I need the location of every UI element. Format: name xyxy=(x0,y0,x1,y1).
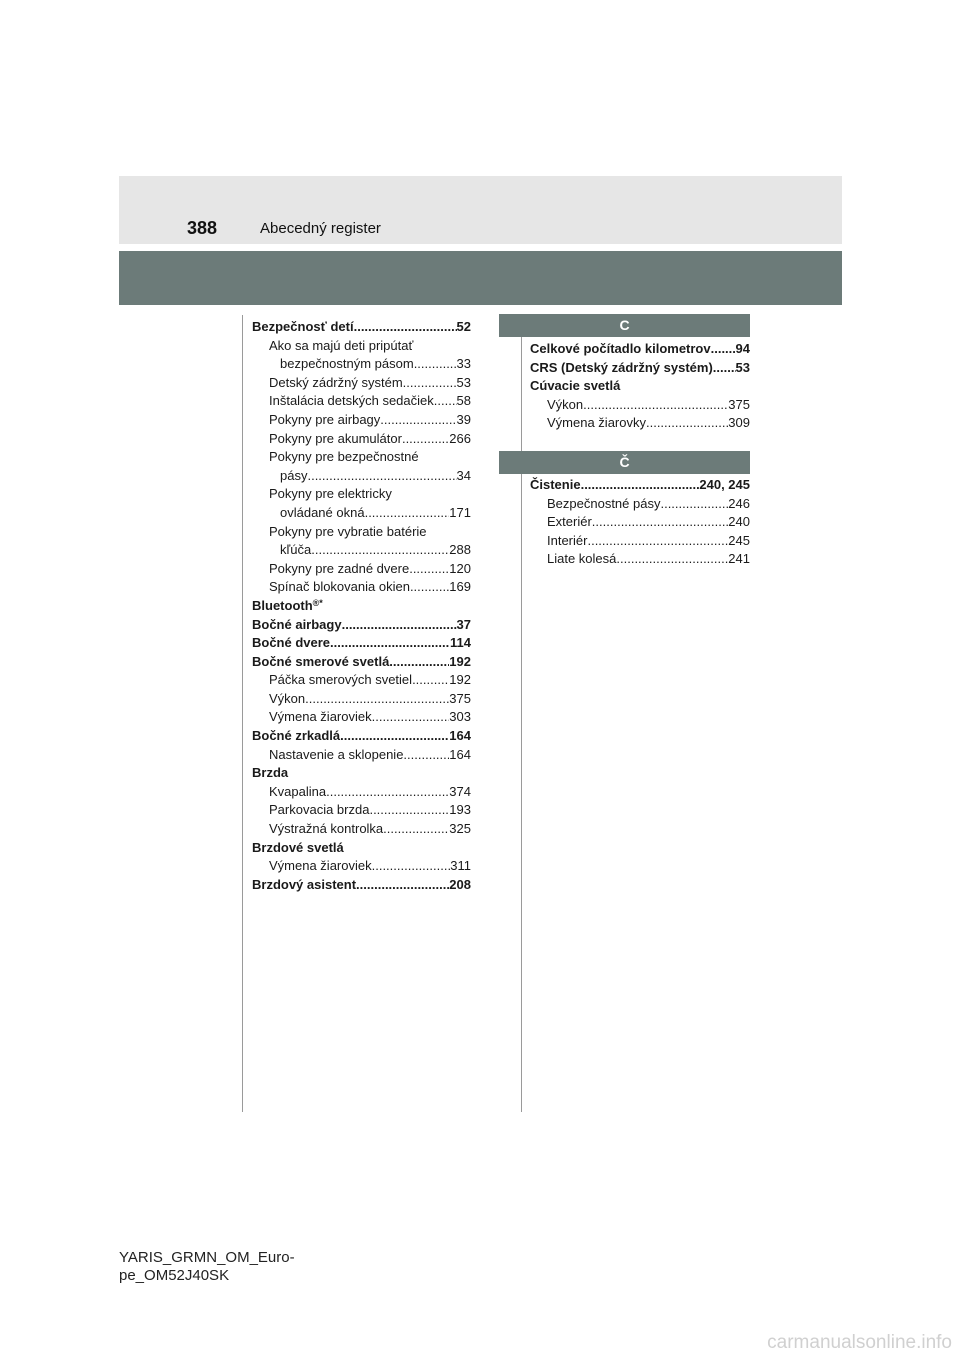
entry-page: 34 xyxy=(456,467,471,483)
index-entry xyxy=(252,392,471,411)
index-entry xyxy=(252,355,471,374)
entry-term: Inštalácia detských sedačiek xyxy=(269,393,434,409)
footer-doc-id xyxy=(119,1249,295,1285)
entry-term: Liate kolesá xyxy=(547,551,617,567)
page-title: Abecedný register xyxy=(260,220,381,237)
entry-page: 192 xyxy=(449,653,471,669)
index-entry xyxy=(252,690,471,709)
entry-term: Bočné dvere xyxy=(252,635,331,651)
entry-page: 39 xyxy=(456,411,471,427)
header-dark-band xyxy=(119,251,842,305)
entry-page: 240 xyxy=(728,514,750,530)
entry-page: 164 xyxy=(449,728,471,744)
entry-page: 375 xyxy=(449,690,471,706)
entry-page: 164 xyxy=(449,746,471,762)
index-entry xyxy=(252,857,471,876)
entry-page: 375 xyxy=(728,396,750,412)
entry-page: 192 xyxy=(449,672,471,688)
entry-term: Brzdový asistent xyxy=(252,876,357,892)
leader-dots xyxy=(713,359,736,378)
entry-term: Páčka smerových svetiel xyxy=(269,672,413,688)
leader-dots xyxy=(403,746,449,765)
index-column-left xyxy=(252,318,471,894)
entry-term: CRS (Detský zádržný systém) xyxy=(530,359,713,375)
entry-term: Parkovacia brzda xyxy=(269,802,370,818)
leader-dots xyxy=(330,634,450,653)
entry-term: Interiér xyxy=(547,532,588,548)
index-entry xyxy=(530,340,750,359)
leader-dots xyxy=(380,411,456,430)
entry-page: 208 xyxy=(449,876,471,892)
entry-term: Čistenie xyxy=(530,477,581,492)
entry-page: 311 xyxy=(450,858,471,874)
leader-dots xyxy=(581,476,700,495)
index-entry xyxy=(252,374,471,393)
leader-dots xyxy=(434,392,457,411)
entry-term: Nastavenie a sklopenie xyxy=(269,746,404,762)
entry-term: Výkon xyxy=(269,690,306,706)
leader-dots xyxy=(587,532,728,551)
index-entry xyxy=(252,764,471,783)
entry-term: Pokyny pre zadné dvere xyxy=(269,560,410,576)
leader-dots xyxy=(616,550,728,569)
entry-term: Výkon xyxy=(547,396,584,412)
index-entry xyxy=(252,485,471,504)
index-section-c xyxy=(530,340,750,433)
index-entry xyxy=(252,746,471,765)
index-entry xyxy=(252,653,471,672)
index-entry xyxy=(252,318,471,337)
leader-dots xyxy=(372,857,451,876)
entry-term: Pokyny pre bezpečnostné xyxy=(269,449,419,465)
leader-dots xyxy=(410,578,449,597)
entry-term: Pokyny pre vybratie batérie xyxy=(269,523,427,539)
entry-term: Pokyny pre elektricky xyxy=(269,486,392,502)
leader-dots xyxy=(409,560,449,579)
entry-term: Brzdové svetlá xyxy=(252,839,344,855)
entry-page: 114 xyxy=(450,635,471,651)
entry-term: Bezpečnosť detí xyxy=(252,319,354,334)
entry-page: 241 xyxy=(728,551,750,567)
leader-dots xyxy=(711,340,736,359)
index-entry xyxy=(252,839,471,858)
entry-page: 120 xyxy=(449,560,471,576)
leader-dots xyxy=(402,430,449,449)
entry-term: Výmena žiaroviek xyxy=(269,709,372,725)
entry-term: Ako sa majú deti pripútať xyxy=(269,337,414,353)
section-header-c: C xyxy=(499,314,750,337)
entry-term: Výstražná kontrolka xyxy=(269,821,384,837)
entry-term: Pokyny pre akumulátor xyxy=(269,430,402,446)
entry-page: 245 xyxy=(728,532,750,548)
entry-page: 58 xyxy=(456,393,471,409)
index-entry xyxy=(530,476,750,495)
index-entry xyxy=(252,523,471,542)
column-divider-right xyxy=(521,315,522,1112)
index-entry xyxy=(252,708,471,727)
header-band xyxy=(119,176,842,244)
index-entry xyxy=(530,532,750,551)
entry-superscript: ®* xyxy=(312,597,323,608)
leader-dots xyxy=(592,513,729,532)
entry-term: ovládané okná xyxy=(280,504,365,520)
leader-dots xyxy=(342,616,457,635)
entry-term: Výmena žiarovky xyxy=(547,415,646,431)
entry-page: 266 xyxy=(449,430,471,446)
entry-term: Bezpečnostné pásy xyxy=(547,495,661,511)
leader-dots xyxy=(305,690,449,709)
section-header-c-caron: Č xyxy=(499,451,750,474)
entry-term: Bluetooth xyxy=(252,597,313,613)
leader-dots xyxy=(354,318,457,337)
entry-term: Brzda xyxy=(252,765,289,781)
leader-dots xyxy=(660,495,728,514)
index-entry xyxy=(530,396,750,415)
entry-page: 325 xyxy=(449,821,471,837)
entry-term: kľúča xyxy=(280,542,312,558)
entry-term: pásy xyxy=(280,467,308,483)
index-entry xyxy=(252,578,471,597)
entry-page: 53 xyxy=(735,359,750,375)
leader-dots xyxy=(326,783,449,802)
entry-page: 94 xyxy=(735,341,750,356)
index-entry xyxy=(530,414,750,433)
leader-dots xyxy=(369,801,449,820)
footer-line-1: YARIS_GRMN_OM_Euro- xyxy=(119,1249,295,1266)
index-entry xyxy=(252,560,471,579)
entry-page: 52 xyxy=(456,319,471,334)
index-entry xyxy=(530,377,750,396)
index-entry xyxy=(252,411,471,430)
index-entry xyxy=(252,448,471,467)
entry-page: 303 xyxy=(449,709,471,725)
entry-term: Cúvacie svetlá xyxy=(530,378,621,394)
entry-page: 309 xyxy=(728,415,750,431)
entry-page: 240, 245 xyxy=(699,477,750,492)
entry-page: 33 xyxy=(456,356,471,372)
entry-page: 288 xyxy=(449,542,471,558)
entry-term: Bočné smerové svetlá xyxy=(252,653,390,669)
leader-dots xyxy=(340,727,449,746)
leader-dots xyxy=(372,708,450,727)
page-number: 388 xyxy=(187,218,218,238)
entry-page: 374 xyxy=(449,783,471,799)
entry-term: Bočné airbagy xyxy=(252,616,342,632)
index-section-c-caron xyxy=(530,476,750,569)
leader-dots xyxy=(311,541,449,560)
entry-term: Celkové počítadlo kilometrov xyxy=(530,341,711,356)
index-entry xyxy=(252,783,471,802)
column-divider-left xyxy=(242,315,243,1112)
leader-dots xyxy=(389,653,449,672)
index-entry xyxy=(530,359,750,378)
index-entry xyxy=(252,616,471,635)
entry-term: Výmena žiaroviek xyxy=(269,858,372,874)
leader-dots xyxy=(356,876,449,895)
entry-page: 53 xyxy=(456,374,471,390)
index-entry xyxy=(252,337,471,356)
index-entry xyxy=(252,634,471,653)
index-entry xyxy=(252,801,471,820)
leader-dots xyxy=(307,467,456,486)
entry-page: 246 xyxy=(728,495,750,511)
index-entry xyxy=(252,820,471,839)
entry-term: Kvapalina xyxy=(269,783,327,799)
leader-dots xyxy=(646,414,728,433)
entry-term: bezpečnostným pásom xyxy=(280,356,414,372)
entry-term: Exteriér xyxy=(547,514,592,530)
entry-term: Pokyny pre airbagy xyxy=(269,411,381,427)
index-entry xyxy=(252,876,471,895)
index-entry xyxy=(252,430,471,449)
entry-term: Spínač blokovania okien xyxy=(269,579,410,595)
entry-page: 37 xyxy=(456,616,471,632)
leader-dots xyxy=(412,671,449,690)
leader-dots xyxy=(403,374,457,393)
entry-page: 193 xyxy=(449,802,471,818)
entry-term: Detský zádržný systém xyxy=(269,374,403,390)
index-entry xyxy=(252,504,471,523)
entry-page: 171 xyxy=(449,504,471,520)
index-entry xyxy=(252,727,471,746)
entry-page: 169 xyxy=(449,579,471,595)
watermark: carmanualsonline.info xyxy=(767,1332,952,1353)
leader-dots xyxy=(383,820,449,839)
entry-term: Bočné zrkadlá xyxy=(252,728,341,744)
leader-dots xyxy=(414,355,457,374)
leader-dots xyxy=(365,504,450,523)
index-entry xyxy=(252,467,471,486)
index-entry xyxy=(252,671,471,690)
index-entry xyxy=(530,550,750,569)
index-entry xyxy=(252,541,471,560)
index-entry xyxy=(530,513,750,532)
footer-line-2: pe_OM52J40SK xyxy=(119,1267,230,1284)
leader-dots xyxy=(583,396,728,415)
index-entry xyxy=(530,495,750,514)
index-entry xyxy=(252,597,471,616)
